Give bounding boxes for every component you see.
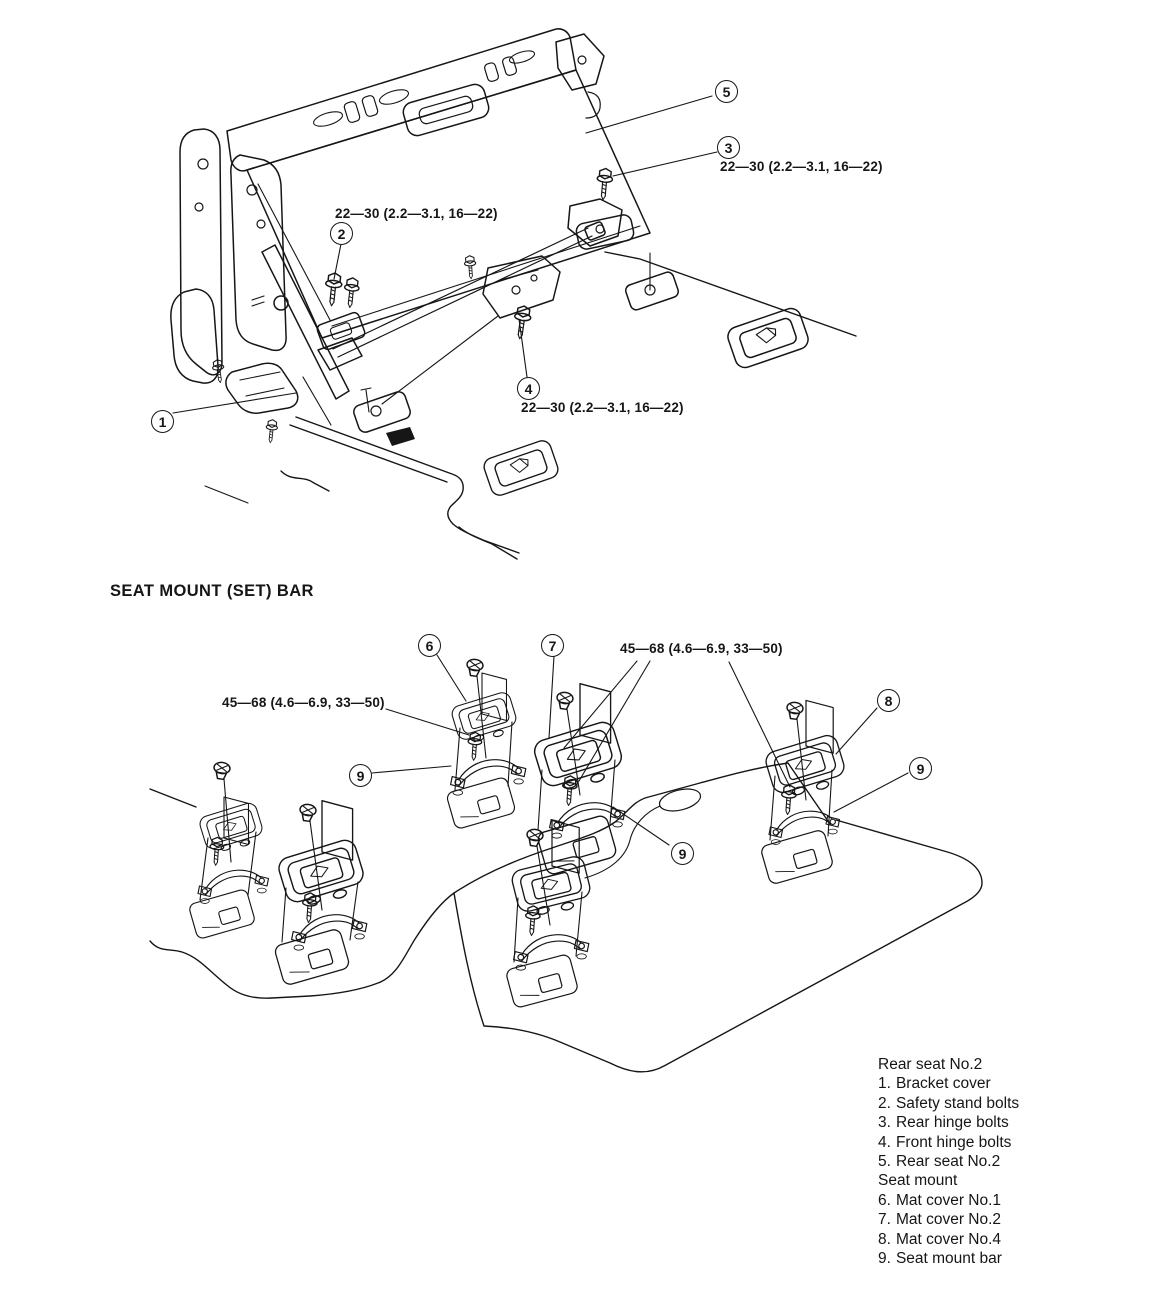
callout-4: [517, 377, 540, 400]
callout-5: [715, 80, 738, 103]
legend-item-label: Rear seat No.2: [895, 1153, 1001, 1171]
callout-3-number: 3: [724, 139, 733, 156]
torque-spec-rear-hinge: 22—30 (2.2—3.1, 16—22): [720, 159, 883, 174]
legend-item-number: 6.: [878, 1191, 891, 1209]
callout-6-number: 6: [425, 637, 434, 654]
callout-9-left: [349, 764, 372, 787]
seat-back: [227, 29, 650, 338]
callout-9-number: 9: [916, 760, 925, 777]
seat-mount-diagram: [150, 655, 982, 1072]
bracket-cover: [212, 359, 298, 443]
legend-item-label: Mat cover No.1: [895, 1191, 1002, 1209]
legend-item-label: Mat cover No.2: [895, 1211, 1002, 1229]
legend-item: [878, 1230, 1019, 1249]
legend-item-number: 7.: [878, 1211, 891, 1229]
legend-section-title-rear-seat: Rear seat No.2: [878, 1056, 983, 1073]
callout-1-number: 1: [158, 413, 167, 430]
legend-item-label: Seat mount bar: [895, 1250, 1002, 1268]
legend: [878, 1055, 1019, 1268]
callout-4-number: 4: [524, 380, 533, 397]
torque-spec-seat-mount-left: 45—68 (4.6—6.9, 33—50): [222, 695, 385, 710]
callout-7: [541, 634, 564, 657]
legend-item-number: 2.: [878, 1094, 891, 1112]
legend-item-label: Front hinge bolts: [895, 1133, 1012, 1151]
legend-item-label: Safety stand bolts: [895, 1094, 1020, 1112]
safety-stand: [252, 221, 606, 399]
callout-2: [330, 222, 353, 245]
legend-item-label: Bracket cover: [895, 1075, 991, 1093]
legend-item-label: Mat cover No.4: [895, 1230, 1002, 1248]
legend-item: [878, 1191, 1019, 1210]
seat-mount-assembly-a: [188, 761, 268, 939]
legend-item: [878, 1094, 1019, 1113]
legend-item: [878, 1249, 1019, 1268]
legend-item: [878, 1133, 1019, 1152]
legend-item-number: 9.: [878, 1250, 891, 1268]
torque-spec-front-hinge: 22—30 (2.2—3.1, 16—22): [521, 400, 684, 415]
legend-item: [878, 1113, 1019, 1132]
figure-heading: SEAT MOUNT (SET) BAR: [110, 582, 314, 600]
callout-9-number: 9: [356, 767, 365, 784]
callout-2-number: 2: [337, 225, 346, 242]
legend-section-title-seat-mount: Seat mount: [878, 1172, 958, 1190]
callout-7-number: 7: [548, 637, 557, 654]
callout-5-number: 5: [722, 83, 731, 100]
callout-8: [877, 689, 900, 712]
callout-9-number: 9: [678, 845, 687, 862]
floor-pan-bottom: [150, 760, 982, 1072]
callout-9-center: [671, 842, 694, 865]
rear-seat-diagram: [171, 29, 856, 559]
legend-item-number: 8.: [878, 1230, 891, 1248]
callout-8-number: 8: [884, 692, 893, 709]
seat-mount-assembly-f: [760, 700, 849, 885]
callout-6: [418, 634, 441, 657]
legend-item: [878, 1210, 1019, 1229]
legend-item-label: Rear hinge bolts: [895, 1114, 1009, 1132]
legend-item: [878, 1074, 1019, 1093]
callout-1: [151, 410, 174, 433]
seat-mount-assembly-c: [446, 658, 526, 829]
torque-spec-seat-mount-right: 45—68 (4.6—6.9, 33—50): [620, 641, 783, 656]
legend-item-number: 1.: [878, 1075, 891, 1093]
callout-9-right: [909, 757, 932, 780]
seat-side-frames: [171, 129, 286, 383]
legend-item: [878, 1152, 1019, 1171]
legend-item-number: 4.: [878, 1133, 891, 1151]
torque-spec-safety-stand: 22—30 (2.2—3.1, 16—22): [335, 206, 498, 221]
callout-3: [717, 136, 740, 159]
legend-item-number: 3.: [878, 1114, 891, 1132]
legend-item-number: 5.: [878, 1153, 891, 1171]
seat-mount-assembly-b: [274, 801, 369, 986]
